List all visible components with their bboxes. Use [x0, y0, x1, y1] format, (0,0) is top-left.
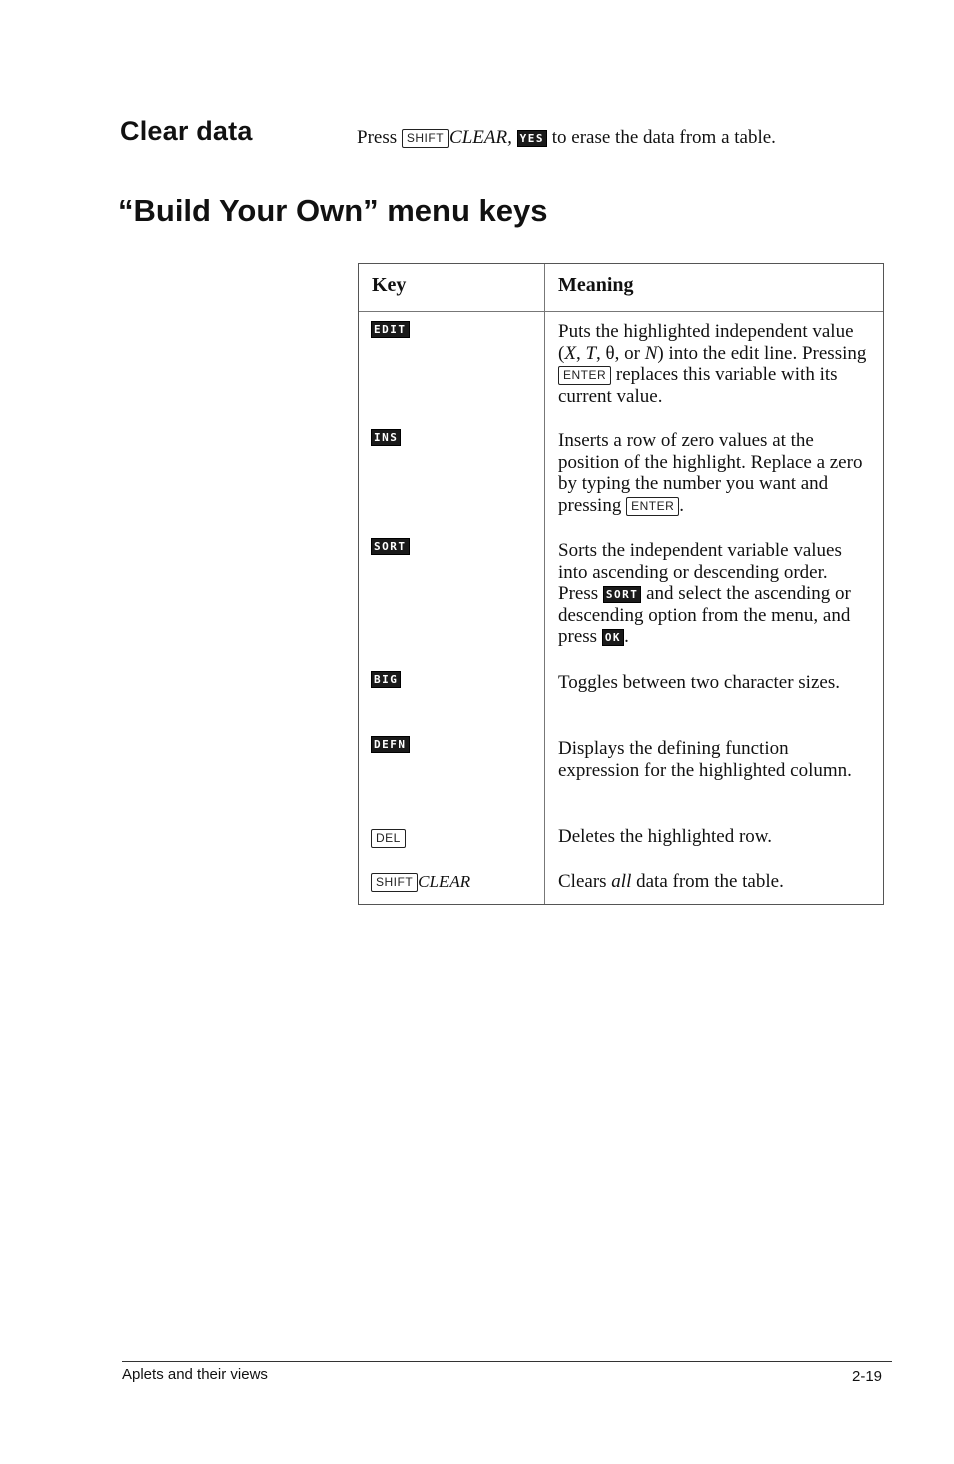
key-defn	[371, 734, 410, 754]
edit-softkey: EDIT	[371, 321, 410, 338]
footer-chapter-title: Aplets and their views	[122, 1366, 268, 1383]
text: ) into the edit line. Pressing	[657, 342, 867, 364]
text: .	[679, 494, 684, 516]
clear-label: CLEAR	[418, 872, 471, 891]
key-big	[371, 669, 401, 689]
key-edit	[371, 319, 410, 339]
press-text: Press	[357, 127, 398, 148]
text: Clears	[558, 871, 607, 892]
column-divider	[544, 264, 545, 904]
build-your-own-heading: “Build Your Own” menu keys	[118, 193, 548, 228]
meaning-ins	[558, 430, 870, 516]
enter-key: ENTER	[558, 366, 611, 385]
shift-key: SHIFT	[402, 129, 449, 148]
text: Sorts the independent variable values into ascending or descending order. Press	[558, 540, 842, 604]
key-shift-clear	[371, 872, 470, 892]
ok-softkey: OK	[602, 629, 624, 646]
header-meaning: Meaning	[558, 274, 634, 296]
sort-softkey: SORT	[371, 538, 410, 555]
sort-softkey-inline: SORT	[603, 586, 642, 603]
text: data from the table.	[636, 871, 784, 892]
meaning-big: Toggles between two character sizes.	[558, 672, 840, 693]
clear-data-text	[357, 126, 776, 150]
menu-keys-table	[358, 263, 884, 905]
text: ,	[575, 342, 586, 364]
clear-label: CLEAR,	[449, 127, 512, 148]
big-softkey: BIG	[371, 671, 401, 688]
page-number: 2-19	[852, 1368, 883, 1385]
text: replaces this variable with its current value.	[558, 364, 838, 407]
emphasis-all: all	[611, 871, 632, 892]
var-x: X	[564, 342, 576, 364]
text: , θ, or	[596, 342, 645, 364]
footer-rule	[122, 1361, 892, 1362]
text: .	[624, 626, 629, 647]
meaning-edit	[558, 321, 870, 407]
meaning-sort	[558, 540, 870, 648]
key-sort	[371, 536, 410, 556]
yes-softkey: YES	[517, 130, 547, 147]
text: and select the ascending or descending option from the menu, and press	[558, 583, 851, 647]
meaning-del: Deletes the highlighted row.	[558, 826, 773, 847]
clear-data-heading: Clear data	[120, 116, 253, 146]
var-t: T	[585, 342, 597, 364]
text: Puts the highlighted independent value (	[558, 321, 854, 364]
header-key: Key	[372, 274, 407, 296]
var-n: N	[644, 342, 658, 364]
key-del	[371, 828, 406, 848]
enter-key: ENTER	[626, 497, 679, 516]
text: Inserts a row of zero values at the position of the highlight. Replace a zero by typing the number you want and pressing	[558, 430, 863, 516]
del-key: DEL	[371, 829, 406, 848]
defn-softkey: DEFN	[371, 736, 410, 753]
meaning-defn: Displays the defining function expression for the highlighted column.	[558, 738, 852, 781]
header-rule	[359, 311, 883, 312]
erase-text: to erase the data from a table.	[551, 127, 776, 148]
key-ins	[371, 427, 401, 447]
ins-softkey: INS	[371, 429, 401, 446]
shift-key: SHIFT	[371, 873, 418, 892]
meaning-clear	[558, 871, 870, 893]
